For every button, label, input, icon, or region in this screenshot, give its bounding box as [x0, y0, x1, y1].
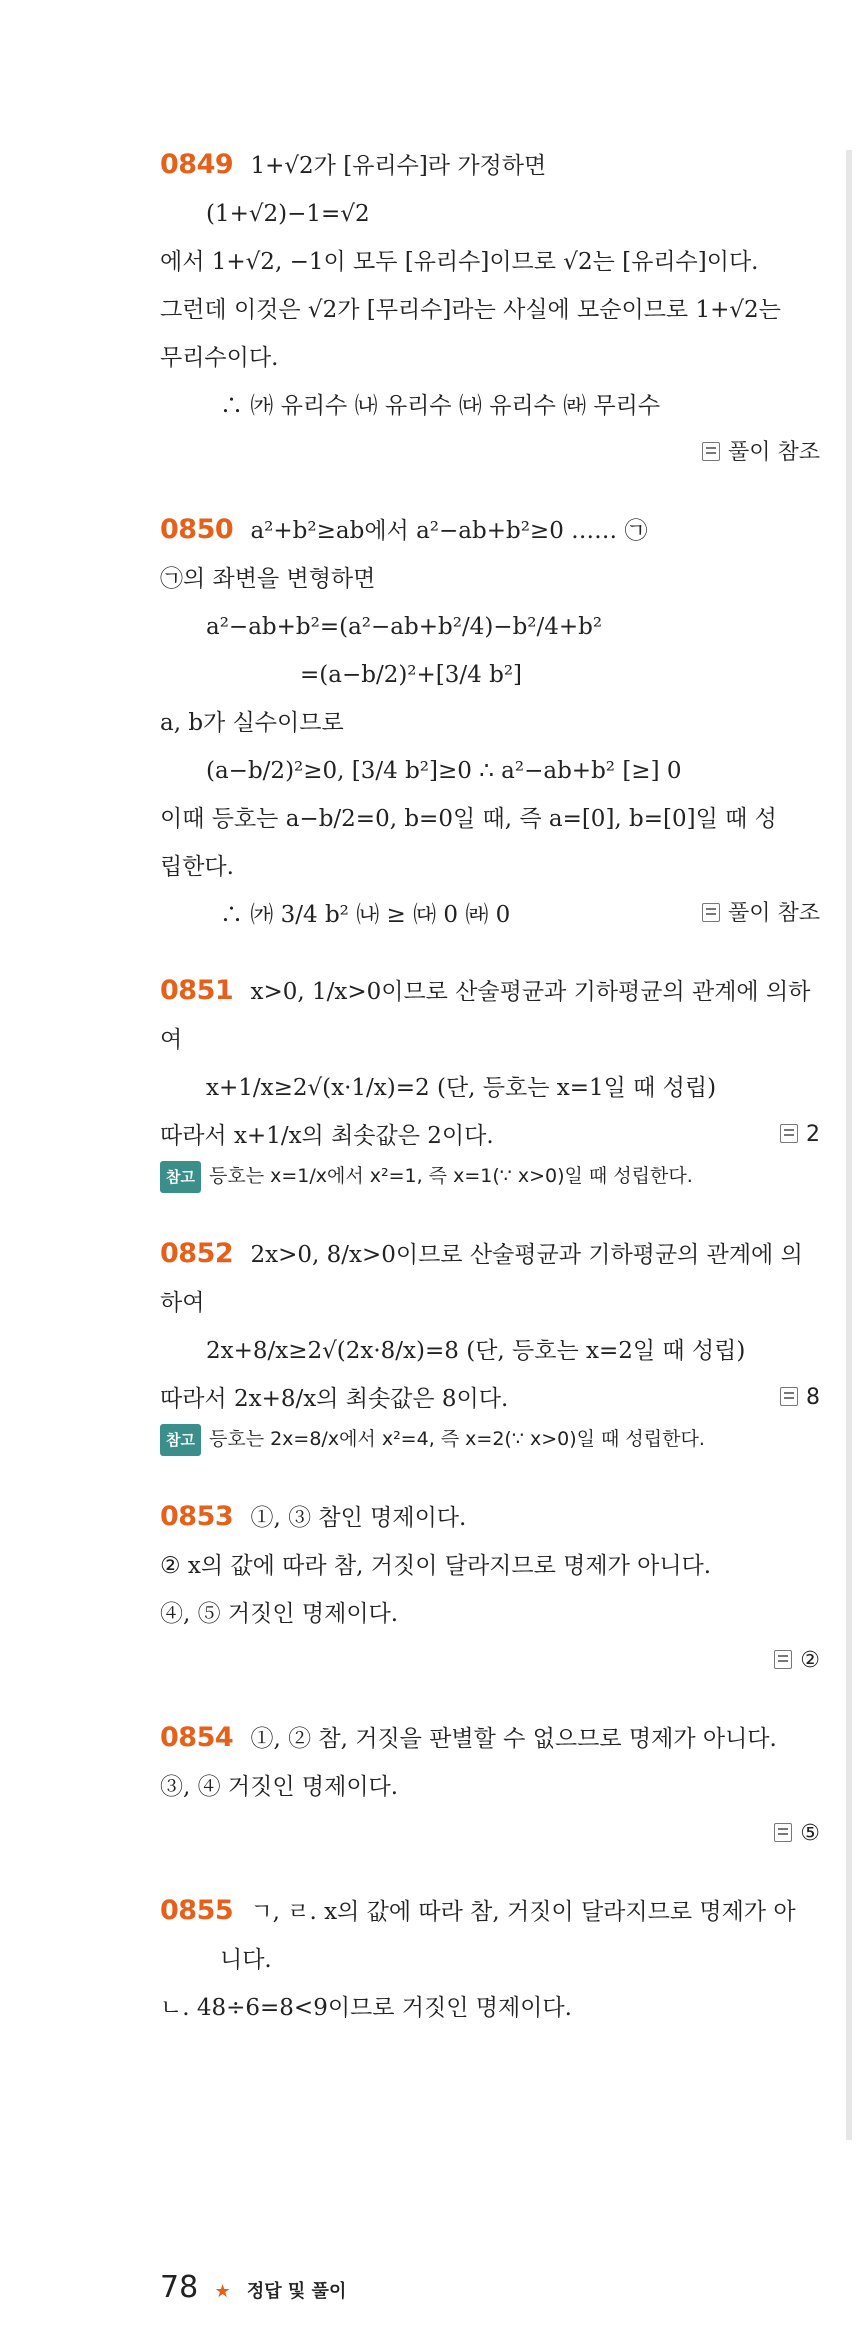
problem-line: 그런데 이것은 √2가 [무리수]라는 사실에 모순이므로 1+√2는 — [160, 297, 781, 323]
problem-number: 0855 — [160, 1895, 234, 1926]
note — [160, 1424, 820, 1456]
note-text: 등호는 2x=8/x에서 x²=4, 즉 x=2(∵ x>0)일 때 성립한다. — [208, 1428, 705, 1450]
problem-line — [160, 974, 820, 1009]
problem-line — [160, 1500, 820, 1535]
problem-line: 니다. — [220, 1947, 272, 1973]
problem-line: 립한다. — [160, 854, 234, 880]
answer-text: 8 — [806, 1385, 820, 1410]
answer-text: ② — [800, 1648, 820, 1673]
problem-line: ③, ④ 거짓인 명제이다. — [160, 1774, 399, 1800]
problem-equation: (a−b/2)²≥0, [3/4 b²]≥0 ∴ a²−ab+b² [≥] 0 — [206, 758, 682, 784]
problem-text: 1+√2가 [유리수]라 가정하면 — [250, 153, 547, 179]
problem-line: 하여 — [160, 1290, 205, 1316]
answer-icon — [702, 903, 720, 922]
problem-0854 — [160, 1721, 820, 1850]
answer-text: 풀이 참조 — [727, 901, 820, 926]
problem-0853 — [160, 1500, 820, 1677]
problem-line: 에서 1+√2, −1이 모두 [유리수]이므로 √2는 [유리수]이다. — [160, 249, 759, 275]
problem-line: 따라서 x+1/x의 최솟값은 2이다. — [160, 1123, 494, 1149]
problem-line: 여 — [160, 1027, 183, 1053]
problem-line: a, b가 실수이므로 — [160, 710, 344, 736]
problem-line — [160, 1894, 820, 1929]
problem-line — [160, 1237, 820, 1272]
problem-line: ㉠의 좌변을 변형하면 — [160, 566, 376, 592]
problem-line: (1+√2)−1=√2 — [206, 201, 370, 227]
answer-icon — [774, 1650, 792, 1669]
problem-0850 — [160, 513, 820, 930]
problem-number: 0849 — [160, 149, 234, 180]
answer-icon — [702, 442, 720, 461]
answer — [160, 1818, 820, 1850]
problem-0849 — [160, 148, 820, 469]
problem-0851 — [160, 974, 820, 1193]
answer-icon — [774, 1823, 792, 1842]
note-badge: 참고 — [160, 1424, 201, 1456]
answer — [160, 1645, 820, 1677]
page-footer — [160, 2270, 346, 2305]
problem-0852 — [160, 1237, 820, 1456]
answer-text: 풀이 참조 — [727, 440, 820, 465]
answer-text: ⑤ — [800, 1821, 820, 1846]
problem-number: 0850 — [160, 514, 234, 545]
problem-line: ④, ⑤ 거짓인 명제이다. — [160, 1601, 399, 1627]
problem-line: ㄴ. 48÷6=8<9이므로 거짓인 명제이다. — [160, 1995, 572, 2021]
note-text: 등호는 x=1/x에서 x²=1, 즉 x=1(∵ x>0)일 때 성립한다. — [208, 1165, 693, 1187]
problem-line: 이때 등호는 a−b/2=0, b=0일 때, 즉 a=[0], b=[0]일 때 성 — [160, 806, 777, 832]
footer-label: 정답 및 풀이 — [246, 2281, 347, 2302]
problem-text: ㄱ, ㄹ. x의 값에 따라 참, 거짓이 달라지므로 명제가 아 — [250, 1899, 796, 1925]
star-icon: ★ — [214, 2281, 231, 2302]
problem-number: 0851 — [160, 975, 234, 1006]
problem-line: ② x의 값에 따라 참, 거짓이 달라지므로 명제가 아니다. — [160, 1553, 712, 1579]
problem-conclusion: ∴ ㈎ 3/4 b² ㈏ ≥ ㈐ 0 ㈑ 0 — [220, 902, 511, 928]
problem-number: 0854 — [160, 1722, 234, 1753]
note-badge: 참고 — [160, 1161, 201, 1193]
page-edge-shadow — [846, 150, 852, 2140]
answer-icon — [780, 1387, 798, 1406]
problem-text: 2x>0, 8/x>0이므로 산술평균과 기하평균의 관계에 의 — [250, 1242, 803, 1268]
problem-equation: 2x+8/x≥2√(2x·8/x)=8 (단, 등호는 x=2일 때 성립) — [206, 1338, 746, 1364]
note — [160, 1161, 820, 1193]
problem-line — [160, 1721, 820, 1756]
problem-equation: a²−ab+b²=(a²−ab+b²/4)−b²/4+b² — [206, 614, 603, 640]
problem-text: ①, ② 참, 거짓을 판별할 수 없으므로 명제가 아니다. — [250, 1726, 777, 1752]
problem-number: 0852 — [160, 1238, 234, 1269]
problem-text: x>0, 1/x>0이므로 산술평균과 기하평균의 관계에 의하 — [250, 979, 811, 1005]
problem-equation: x+1/x≥2√(x·1/x)=2 (단, 등호는 x=1일 때 성립) — [206, 1075, 717, 1101]
page-number: 78 — [160, 2270, 199, 2305]
problem-line: 무리수이다. — [160, 345, 279, 371]
problem-equation: =(a−b/2)²+[3/4 b²] — [300, 662, 523, 688]
problem-0855 — [160, 1894, 820, 2025]
solutions-column — [160, 148, 820, 2069]
answer-icon — [780, 1124, 798, 1143]
problem-number: 0853 — [160, 1501, 234, 1532]
problem-text: a²+b²≥ab에서 a²−ab+b²≥0 …… ㉠ — [250, 518, 648, 544]
problem-conclusion: ∴ ㈎ 유리수 ㈏ 유리수 ㈐ 유리수 ㈑ 무리수 — [220, 393, 661, 419]
problem-text: ①, ③ 참인 명제이다. — [250, 1505, 467, 1531]
problem-line — [160, 513, 820, 548]
problem-line: 따라서 2x+8/x의 최솟값은 8이다. — [160, 1386, 509, 1412]
answer — [160, 437, 820, 469]
answer-text: 2 — [806, 1122, 820, 1147]
problem-line — [160, 148, 820, 183]
